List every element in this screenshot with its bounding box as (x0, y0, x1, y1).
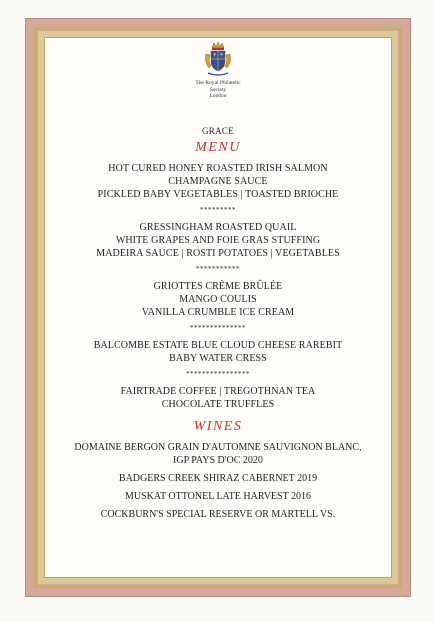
course-line: BABY WATER CRESS (169, 352, 267, 364)
course-coffee (44, 385, 392, 411)
course-separator: ************** (190, 323, 246, 332)
course-separator: ********* (200, 205, 236, 214)
course-line: WHITE GRAPES AND FOIE GRAS STUFFING (115, 234, 321, 246)
course-list (44, 162, 392, 411)
course-line: GRESSINGHAM ROASTED QUAIL (139, 221, 297, 233)
course-line: GRIOTTES CRÈME BRÛLÉE (153, 280, 283, 292)
course-line: FAIRTRADE COFFEE | TREGOTHNAN TEA (120, 385, 316, 397)
course-line: MANGO COULIS (179, 293, 257, 305)
wines-heading: WINES (193, 418, 243, 434)
course-main (44, 221, 392, 274)
royal-crest-icon (203, 40, 233, 78)
grace-label: GRACE (201, 125, 234, 136)
wine-item: DOMAINE BERGON GRAIN D'AUTOMNE SAUVIGNON BLANC, IGP PAYS D'OC 2020 (74, 441, 362, 466)
course-line: VANILLA CRUMBLE ICE CREAM (141, 306, 295, 318)
course-separator: *********** (196, 264, 240, 273)
menu-content (44, 40, 392, 526)
course-line: MADEIRA SAUCE | ROSTI POTATOES | VEGETABLES (96, 247, 340, 259)
wine-item: MUSKAT OTTONEL LATE HARVEST 2016 (124, 490, 312, 502)
course-line: PICKLED BABY VEGETABLES | TOASTED BRIOCHE (97, 188, 339, 200)
course-line: CHOCOLATE TRUFFLES (161, 398, 275, 410)
menu-heading: MENU (195, 139, 241, 155)
course-starter (44, 162, 392, 215)
wine-item: BADGERS CREEK SHIRAZ CABERNET 2019 (118, 472, 318, 484)
wine-item: COCKBURN'S SPECIAL RESERVE OR MARTELL VS. (100, 508, 336, 520)
course-dessert (44, 280, 392, 333)
course-line: HOT CURED HONEY ROASTED IRISH SALMON (108, 162, 328, 174)
course-cheese (44, 339, 392, 379)
course-line: CHAMPAGNE SAUCE (168, 175, 268, 187)
society-name: The Royal Philatelic Society London (195, 80, 241, 99)
course-separator: **************** (186, 369, 250, 378)
wine-list (44, 441, 392, 521)
course-line: BALCOMBE ESTATE BLUE CLOUD CHEESE RAREBIT (93, 339, 343, 351)
